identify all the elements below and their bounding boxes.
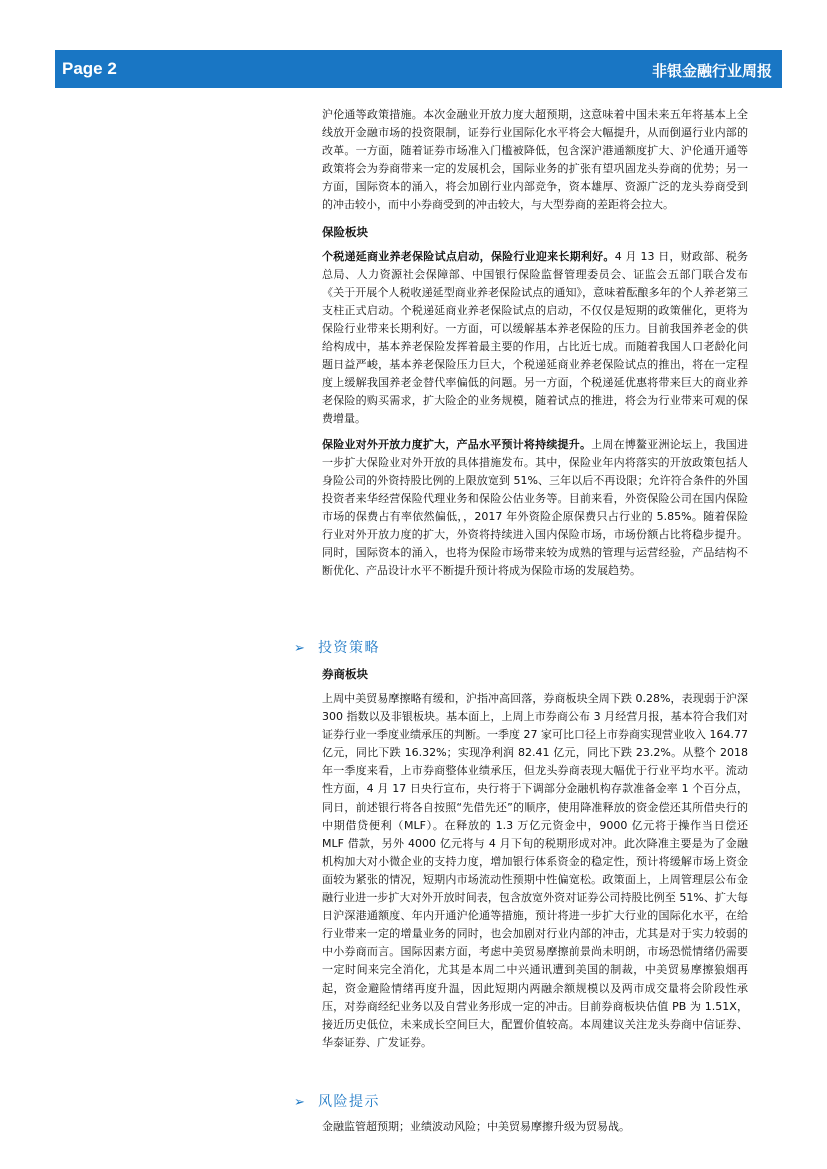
page-number: Page 2 [62, 59, 117, 78]
strategy-section-title [294, 637, 380, 657]
insurance-p2-lead: 保险业对外开放力度扩大，产品水平预计将持续提升。 [322, 437, 592, 451]
risk-section-title [294, 1091, 380, 1111]
strategy-content [322, 666, 748, 1052]
broker-opening-paragraph: 沪伦通等政策措施。本次金融业开放力度大超预期，这意味着中国未来五年将基本上全线放开金融市场的投资限制，证券行业国际化水平将会大幅提升，从而倒逼行业内部的改革。一方面，随着证券市场准入门槛被降低，包含深沪港通额度扩大、沪伦通开通等政策将会为券商带来一定的发展机会，国际业务的扩张有望巩固龙头券商的优势；另一方面，国际资本的涌入，将会加剧行业内部竞争，资本雄厚、资源广泛的龙头券商受到的冲击较小，而中小券商受到的冲击较大，与大型券商的差距将会拉大。 [322, 108, 748, 212]
broker-heading: 券商板块 [322, 667, 368, 681]
risk-title-text: 风险提示 [318, 1094, 380, 1110]
report-title: 非银金融行业周报 [651, 62, 772, 80]
arrow-bullet-icon: ➢ [294, 641, 307, 656]
risk-paragraph: 金融监管超预期；业绩波动风险；中美贸易摩擦升级为贸易战。 [322, 1120, 630, 1133]
body-content [322, 106, 748, 580]
broker-strategy-paragraph: 上周中美贸易摩擦略有缓和，沪指冲高回落，券商板块全周下跌 0.28%，表现弱于沪深 300 指数以及非银板块。基本面上，上周上市券商公布 3 月经营月报，基本符合我们对证券行业一季度业绩承压的判断。一季度 27 家可比口径上市券商实现营业收入 164.77 亿元，同比下跌 16.32%；实现净利润 82.41 亿元，同比下跌 23.2%。从整个 2018 年一季度来看，上市券商整体业绩承压，但龙头券商表现大幅优于行业平均水平。流动性方面，4 月 17 日央行宣布，央行将于下调部分金融机构存款准备金率 1 个百分点，同日，前述银行将各自按照“先借先还”的顺序，使用降准释放的资金偿还其所借央行的中期借贷便利（MLF）。在释放的 1.3 万亿元资金中，9000 亿元将于操作当日偿还 MLF 借款，另外 4000 亿元将与 4 月下旬的税期形成对冲。此次降准主要是为了金融机构加大对小微企业的支持力度，增加银行体系资金的稳定性，预计将缓解市场上资金面较为紧张的情况，短期内市场流动性预期中性偏宽松。政策面上，上周管理层公布金融行业进一步扩大对外开放时间表，包含放宽外资对证券公司持股比例至 51%、扩大每日沪深港通额度、年内开通沪伦通等措施，预计将进一步扩大行业的国际化水平，在给行业带来一定的增量业务的同时，也会加剧对行业内部的冲击，尤其是对于实力较弱的中小券商而言。国际因素方面，考虑中美贸易摩擦前景尚未明朗，市场恐慌情绪仍需要一定时间来完全消化，尤其是本周二中兴通讯遭到美国的制裁，中美贸易摩擦狼烟再起，资金避险情绪再度升温，因此短期内两融余额规模以及两市成交量将会阶段性承压，对券商经纪业务以及自营业务形成一定的冲击。目前券商板块估值 PB 为 1.51X，接近历史低位，未来成长空间巨大，配置价值较高。本周建议关注龙头券商中信证券、华泰证券、广发证券。 [322, 692, 748, 1049]
arrow-bullet-icon: ➢ [294, 1095, 307, 1110]
insurance-paragraph-2 [322, 436, 748, 581]
risk-content [322, 1118, 748, 1136]
insurance-p1-lead: 个税递延商业养老保险试点启动，保险行业迎来长期利好。 [322, 249, 615, 263]
insurance-heading: 保险板块 [322, 224, 368, 239]
insurance-p2-text: 上周在博鳌亚洲论坛上，我国进一步扩大保险业对外开放的具体措施发布。其中，保险业年内将落实的开放政策包括人身险公司的外资持股比例的上限放宽到 51%、三年以后不再设限；允许符合条件的外国投资者来华经营保险代理业务和保险公估业务等。目前来看，外资保险公司在国内保险市场的保费占有率依然偏低，，2017 年外资险企原保费只占行业的 5.85%。随着保险行业对外开放力度的扩大，外资将持续进入国内保险市场，市场份额占比将稳步提升。同时，国际资本的涌入，也将为保险市场带来较为成熟的管理与运营经验，产品结构不断优化、产品设计水平不断提升预计将成为保险市场的发展趋势。 [322, 437, 748, 578]
page-header-bar [55, 50, 782, 88]
strategy-title-text: 投资策略 [318, 640, 380, 656]
insurance-p1-text: 4 月 13 日，财政部、税务总局、人力资源社会保障部、中国银行保险监督管理委员会、证监会五部门联合发布《关于开展个人税收递延型商业养老保险试点的通知》，意味着酝酿多年的个人养老第三支柱正式启动。个税递延商业养老保险试点的启动，不仅仅是短期的政策催化，更将为保险行业带来长期利好。一方面，可以缓解基本养老保险的压力。目前我国养老金的供给构成中，基本养老保险发挥着最主要的作用，占比近七成。而随着我国人口老龄化问题日益严峻，基本养老保险压力巨大，个税递延商业养老保险试点的推出，将在一定程度上缓解我国养老金替代率偏低的问题。另一方面，个税递延优惠将带来巨大的商业养老保险的购买需求，扩大险企的业务规模，随着试点的推进，将会为行业带来可观的保费增量。 [322, 249, 748, 426]
insurance-paragraph-1 [322, 248, 748, 429]
